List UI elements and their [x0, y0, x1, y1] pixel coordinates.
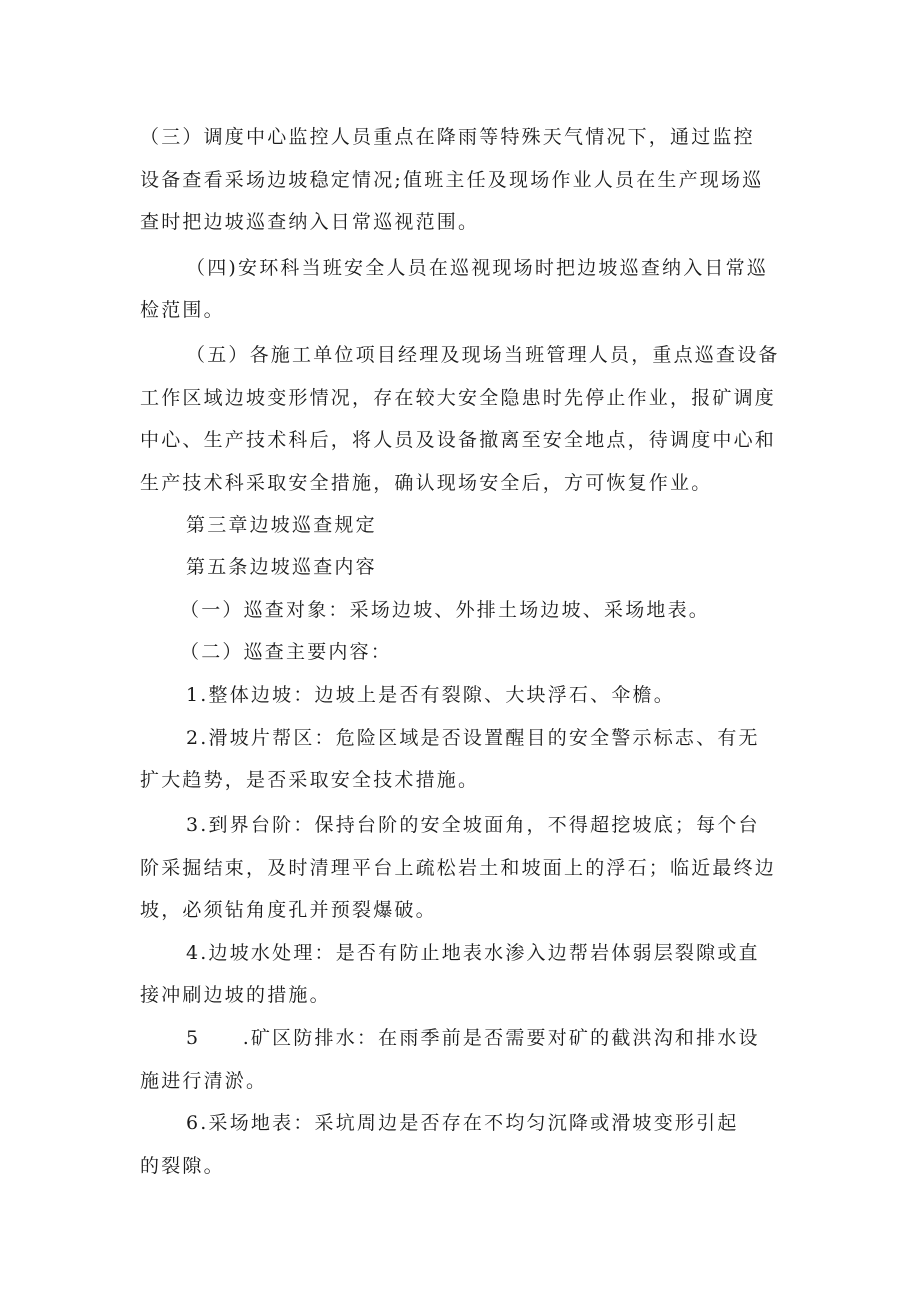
paragraph-3-line-1: （三）调度中心监控人员重点在降雨等特殊天气情况下，通过监控 [140, 126, 755, 148]
article-heading: 第五条边坡巡查内容 [186, 556, 377, 578]
item-2-line-2: 扩大趋势，是否采取安全技术措施。 [140, 769, 480, 791]
inspection-content-heading: （二）巡查主要内容： [180, 641, 393, 663]
item-5-line-2: 施进行清淤。 [140, 1070, 268, 1092]
item-6-line-2: 的裂隙。 [140, 1155, 225, 1177]
paragraph-5-line-3: 中心、生产技术科后，将人员及设备撤离至安全地点，待调度中心和 [140, 429, 777, 451]
paragraph-4-line-2: 检范围。 [140, 299, 225, 321]
item-3-line-3: 坡，必须钻角度孔并预裂爆破。 [140, 899, 437, 921]
paragraph-3-line-3: 查时把边坡巡查纳入日常巡视范围。 [140, 211, 480, 233]
item-6-line-1: 6.采场地表：采坑周边是否存在不均匀沉降或滑坡变形引起 [186, 1112, 739, 1134]
item-4-line-2: 接冲刷边坡的措施。 [140, 984, 331, 1006]
item-4-line-1: 4.边坡水处理：是否有防止地表水渗入边帮岩体弱层裂隙或直 [186, 942, 760, 964]
paragraph-5-line-4: 生产技术科采取安全措施，确认现场安全后，方可恢复作业。 [140, 472, 713, 494]
paragraph-5-line-2: 工作区域边坡变形情况，存在较大安全隐患时先停止作业，报矿调度 [140, 387, 777, 409]
item-3-line-2: 阶采掘结束，及时清理平台上疏松岩土和坡面上的浮石；临近最终边 [140, 857, 777, 879]
paragraph-5-line-1: （五）各施工单位项目经理及现场当班管理人员，重点巡查设备 [186, 344, 780, 366]
item-2-line-1: 2.滑坡片帮区：危险区域是否设置醒目的安全警示标志、有无 [186, 727, 760, 749]
paragraph-3-line-2: 设备查看采场边坡稳定情况;值班主任及现场作业人员在生产现场巡 [140, 169, 764, 191]
chapter-heading: 第三章边坡巡查规定 [186, 514, 377, 536]
item-3-line-1: 3.到界台阶：保持台阶的安全坡面角，不得超挖坡底；每个台 [186, 814, 760, 836]
item-5-line-1: 5 .矿区防排水：在雨季前是否需要对矿的截洪沟和排水设 [186, 1027, 760, 1049]
item-1: 1.整体边坡：边坡上是否有裂隙、大块浮石、伞檐。 [186, 684, 675, 706]
paragraph-4-line-1: （四)安环科当班安全人员在巡视现场时把边坡巡查纳入日常巡 [186, 257, 769, 279]
inspection-objects: （一）巡查对象：采场边坡、外排土场边坡、采场地表。 [180, 599, 711, 621]
